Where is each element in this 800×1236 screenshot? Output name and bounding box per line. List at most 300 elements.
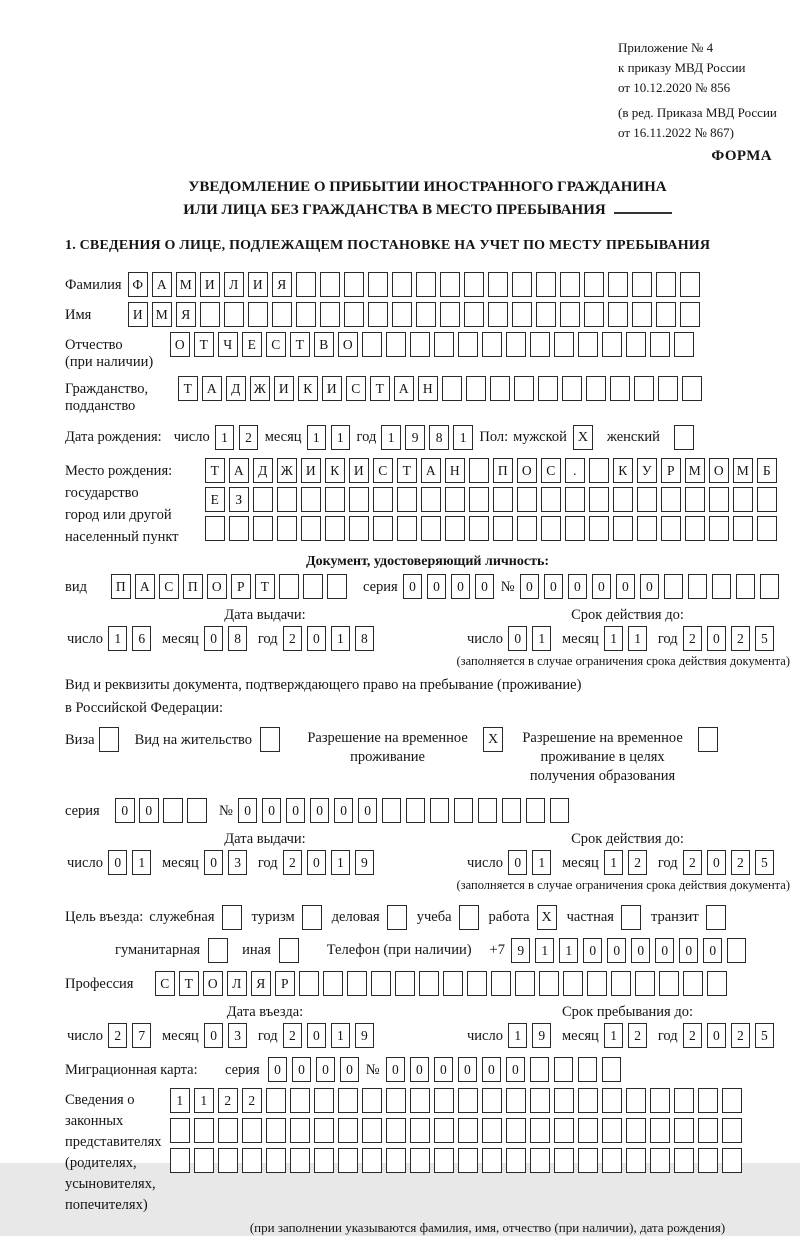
char-box[interactable] [727, 938, 747, 963]
char-box[interactable] [458, 332, 478, 357]
char-box[interactable] [440, 272, 460, 297]
char-box[interactable]: 2 [683, 850, 703, 875]
char-box[interactable]: 0 [139, 798, 159, 823]
char-box[interactable] [290, 1148, 310, 1173]
char-box[interactable]: 0 [307, 850, 327, 875]
migration-series-boxes[interactable] [268, 1057, 364, 1082]
char-box[interactable] [626, 332, 646, 357]
char-box[interactable] [757, 487, 777, 512]
char-box[interactable] [434, 1088, 454, 1113]
char-box[interactable]: 8 [429, 425, 449, 450]
profession-boxes[interactable] [155, 971, 731, 996]
char-box[interactable] [517, 487, 537, 512]
char-box[interactable] [392, 272, 412, 297]
checkbox-other[interactable] [279, 938, 299, 963]
char-box[interactable]: 5 [755, 1023, 775, 1048]
char-box[interactable] [458, 1088, 478, 1113]
char-box[interactable]: 0 [508, 626, 528, 651]
char-box[interactable] [685, 516, 705, 541]
char-box[interactable] [373, 487, 393, 512]
char-box[interactable] [589, 458, 609, 483]
char-box[interactable] [674, 1118, 694, 1143]
doc-series-boxes[interactable] [403, 574, 499, 599]
char-box[interactable] [514, 376, 534, 401]
char-box[interactable]: О [338, 332, 358, 357]
checkbox-business[interactable] [387, 905, 407, 930]
char-box[interactable] [578, 1148, 598, 1173]
char-box[interactable] [314, 1088, 334, 1113]
char-box[interactable]: 0 [508, 850, 528, 875]
char-box[interactable] [656, 302, 676, 327]
char-box[interactable]: Р [231, 574, 251, 599]
char-box[interactable] [650, 332, 670, 357]
char-box[interactable]: Е [242, 332, 262, 357]
char-box[interactable] [344, 272, 364, 297]
char-box[interactable]: И [200, 272, 220, 297]
char-box[interactable]: 0 [451, 574, 471, 599]
char-box[interactable]: 2 [683, 626, 703, 651]
char-box[interactable] [466, 376, 486, 401]
char-box[interactable]: 2 [628, 1023, 648, 1048]
char-box[interactable] [194, 1118, 214, 1143]
char-box[interactable]: 0 [475, 574, 495, 599]
char-box[interactable] [434, 1148, 454, 1173]
char-box[interactable]: 1 [132, 850, 152, 875]
char-box[interactable] [469, 487, 489, 512]
permit-issue-year-boxes[interactable] [283, 850, 379, 875]
char-box[interactable]: Ч [218, 332, 238, 357]
char-box[interactable]: 0 [268, 1057, 288, 1082]
citizenship-boxes[interactable] [178, 376, 706, 401]
char-box[interactable]: А [229, 458, 249, 483]
char-box[interactable] [608, 302, 628, 327]
char-box[interactable]: Ж [277, 458, 297, 483]
char-box[interactable]: 1 [170, 1088, 190, 1113]
char-box[interactable]: 1 [215, 425, 235, 450]
stay-day-boxes[interactable] [508, 1023, 556, 1048]
char-box[interactable]: 2 [683, 1023, 703, 1048]
char-box[interactable] [392, 302, 412, 327]
char-box[interactable] [445, 516, 465, 541]
char-box[interactable]: 0 [568, 574, 588, 599]
char-box[interactable]: И [349, 458, 369, 483]
char-box[interactable]: Т [290, 332, 310, 357]
char-box[interactable] [467, 971, 487, 996]
char-box[interactable] [517, 516, 537, 541]
char-box[interactable]: 0 [458, 1057, 478, 1082]
char-box[interactable] [613, 516, 633, 541]
checkbox-official[interactable] [222, 905, 242, 930]
entry-month-boxes[interactable] [204, 1023, 252, 1048]
char-box[interactable] [163, 798, 183, 823]
char-box[interactable]: С [373, 458, 393, 483]
char-box[interactable] [419, 971, 439, 996]
char-box[interactable] [170, 1148, 190, 1173]
checkbox-tourism[interactable] [302, 905, 322, 930]
char-box[interactable] [658, 376, 678, 401]
char-box[interactable]: Л [224, 272, 244, 297]
char-box[interactable] [536, 302, 556, 327]
char-box[interactable] [760, 574, 780, 599]
char-box[interactable]: 0 [262, 798, 282, 823]
char-box[interactable]: Е [205, 487, 225, 512]
char-box[interactable]: 9 [405, 425, 425, 450]
char-box[interactable] [218, 1118, 238, 1143]
char-box[interactable]: Я [251, 971, 271, 996]
char-box[interactable]: 0 [340, 1057, 360, 1082]
char-box[interactable] [674, 332, 694, 357]
guardians-boxes-row3[interactable] [170, 1148, 746, 1173]
char-box[interactable] [589, 487, 609, 512]
char-box[interactable] [560, 302, 580, 327]
char-box[interactable] [386, 332, 406, 357]
char-box[interactable]: 1 [331, 626, 351, 651]
char-box[interactable]: 3 [228, 850, 248, 875]
char-box[interactable] [562, 376, 582, 401]
char-box[interactable] [736, 574, 756, 599]
char-box[interactable] [650, 1118, 670, 1143]
char-box[interactable]: 0 [238, 798, 258, 823]
char-box[interactable] [266, 1088, 286, 1113]
char-box[interactable] [327, 574, 347, 599]
char-box[interactable] [464, 272, 484, 297]
char-box[interactable] [395, 971, 415, 996]
char-box[interactable]: А [394, 376, 414, 401]
char-box[interactable]: Т [179, 971, 199, 996]
char-box[interactable] [539, 971, 559, 996]
char-box[interactable] [303, 574, 323, 599]
char-box[interactable] [506, 1148, 526, 1173]
char-box[interactable]: П [111, 574, 131, 599]
char-box[interactable] [586, 376, 606, 401]
char-box[interactable] [602, 1118, 622, 1143]
char-box[interactable] [170, 1118, 190, 1143]
char-box[interactable] [698, 1088, 718, 1113]
char-box[interactable]: М [152, 302, 172, 327]
char-box[interactable] [610, 376, 630, 401]
char-box[interactable] [632, 302, 652, 327]
checkbox-humanitarian[interactable] [208, 938, 228, 963]
temp-residence-education-checkbox[interactable] [698, 727, 718, 752]
char-box[interactable] [482, 1088, 502, 1113]
char-box[interactable] [224, 302, 244, 327]
char-box[interactable] [277, 487, 297, 512]
char-box[interactable] [589, 516, 609, 541]
char-box[interactable]: П [183, 574, 203, 599]
char-box[interactable] [554, 1057, 574, 1082]
char-box[interactable] [410, 1148, 430, 1173]
char-box[interactable]: 0 [655, 938, 675, 963]
char-box[interactable] [338, 1088, 358, 1113]
char-box[interactable]: 2 [731, 1023, 751, 1048]
char-box[interactable]: И [128, 302, 148, 327]
char-box[interactable] [386, 1148, 406, 1173]
char-box[interactable] [685, 487, 705, 512]
char-box[interactable] [635, 971, 655, 996]
char-box[interactable] [512, 272, 532, 297]
char-box[interactable]: 0 [204, 1023, 224, 1048]
temp-residence-permit-checkbox[interactable]: X [483, 727, 503, 752]
char-box[interactable]: 9 [532, 1023, 552, 1048]
char-box[interactable] [229, 516, 249, 541]
char-box[interactable] [506, 332, 526, 357]
char-box[interactable]: 0 [640, 574, 660, 599]
char-box[interactable]: 2 [218, 1088, 238, 1113]
given-name-boxes[interactable] [128, 302, 704, 327]
char-box[interactable]: 0 [307, 626, 327, 651]
char-box[interactable] [314, 1118, 334, 1143]
char-box[interactable] [536, 272, 556, 297]
char-box[interactable] [530, 1057, 550, 1082]
issue-month-boxes[interactable] [204, 626, 252, 651]
birth-year-boxes[interactable] [381, 425, 477, 450]
char-box[interactable] [200, 302, 220, 327]
char-box[interactable]: Ж [250, 376, 270, 401]
stay-year-boxes[interactable] [683, 1023, 779, 1048]
char-box[interactable]: Ф [128, 272, 148, 297]
permit-valid-year-boxes[interactable] [683, 850, 779, 875]
guardians-boxes-row1[interactable] [170, 1088, 746, 1113]
char-box[interactable] [416, 302, 436, 327]
char-box[interactable] [362, 1088, 382, 1113]
char-box[interactable] [430, 798, 450, 823]
birth-place-boxes-row3[interactable] [205, 516, 781, 541]
char-box[interactable] [554, 1118, 574, 1143]
char-box[interactable]: Б [757, 458, 777, 483]
checkbox-study[interactable] [459, 905, 479, 930]
char-box[interactable] [488, 302, 508, 327]
char-box[interactable]: М [733, 458, 753, 483]
char-box[interactable]: 2 [108, 1023, 128, 1048]
char-box[interactable] [386, 1118, 406, 1143]
char-box[interactable] [602, 1148, 622, 1173]
char-box[interactable] [637, 516, 657, 541]
char-box[interactable] [397, 487, 417, 512]
char-box[interactable]: Л [227, 971, 247, 996]
char-box[interactable]: 0 [707, 626, 727, 651]
char-box[interactable] [362, 1118, 382, 1143]
char-box[interactable] [368, 272, 388, 297]
char-box[interactable] [526, 798, 546, 823]
char-box[interactable] [709, 487, 729, 512]
char-box[interactable]: Т [370, 376, 390, 401]
permit-valid-day-boxes[interactable] [508, 850, 556, 875]
char-box[interactable] [554, 332, 574, 357]
char-box[interactable]: 8 [228, 626, 248, 651]
char-box[interactable] [338, 1148, 358, 1173]
char-box[interactable]: А [421, 458, 441, 483]
char-box[interactable]: У [637, 458, 657, 483]
sex-male-checkbox[interactable]: X [573, 425, 593, 450]
char-box[interactable]: С [541, 458, 561, 483]
char-box[interactable] [253, 516, 273, 541]
char-box[interactable] [650, 1088, 670, 1113]
char-box[interactable] [554, 1088, 574, 1113]
char-box[interactable]: Т [194, 332, 214, 357]
char-box[interactable]: 8 [355, 626, 375, 651]
char-box[interactable] [493, 487, 513, 512]
char-box[interactable] [502, 798, 522, 823]
char-box[interactable] [584, 302, 604, 327]
residence-permit-checkbox[interactable] [260, 727, 280, 752]
char-box[interactable]: З [229, 487, 249, 512]
char-box[interactable] [277, 516, 297, 541]
char-box[interactable] [493, 516, 513, 541]
stay-month-boxes[interactable] [604, 1023, 652, 1048]
sex-female-checkbox[interactable] [674, 425, 694, 450]
char-box[interactable] [464, 302, 484, 327]
char-box[interactable] [613, 487, 633, 512]
char-box[interactable] [325, 516, 345, 541]
char-box[interactable] [722, 1088, 742, 1113]
char-box[interactable]: 0 [506, 1057, 526, 1082]
char-box[interactable]: 9 [355, 1023, 375, 1048]
char-box[interactable]: К [298, 376, 318, 401]
phone-boxes[interactable] [511, 938, 751, 963]
char-box[interactable]: М [176, 272, 196, 297]
checkbox-work[interactable]: X [537, 905, 557, 930]
char-box[interactable]: 0 [631, 938, 651, 963]
char-box[interactable]: 9 [511, 938, 531, 963]
char-box[interactable]: Д [226, 376, 246, 401]
char-box[interactable] [578, 1057, 598, 1082]
char-box[interactable] [637, 487, 657, 512]
char-box[interactable]: 0 [307, 1023, 327, 1048]
char-box[interactable] [371, 971, 391, 996]
char-box[interactable] [482, 1148, 502, 1173]
char-box[interactable] [242, 1118, 262, 1143]
char-box[interactable]: 0 [679, 938, 699, 963]
char-box[interactable] [279, 574, 299, 599]
char-box[interactable] [323, 971, 343, 996]
char-box[interactable] [338, 1118, 358, 1143]
char-box[interactable] [301, 487, 321, 512]
char-box[interactable]: О [203, 971, 223, 996]
char-box[interactable]: 5 [755, 850, 775, 875]
char-box[interactable] [205, 516, 225, 541]
char-box[interactable] [530, 1118, 550, 1143]
char-box[interactable] [680, 272, 700, 297]
char-box[interactable] [611, 971, 631, 996]
char-box[interactable]: О [170, 332, 190, 357]
char-box[interactable]: 1 [194, 1088, 214, 1113]
char-box[interactable]: 3 [228, 1023, 248, 1048]
char-box[interactable] [530, 1148, 550, 1173]
char-box[interactable] [266, 1148, 286, 1173]
permit-issue-month-boxes[interactable] [204, 850, 252, 875]
char-box[interactable]: А [152, 272, 172, 297]
char-box[interactable]: 0 [592, 574, 612, 599]
char-box[interactable]: 0 [403, 574, 423, 599]
char-box[interactable] [584, 272, 604, 297]
char-box[interactable] [458, 1148, 478, 1173]
char-box[interactable] [541, 487, 561, 512]
char-box[interactable]: 2 [628, 850, 648, 875]
char-box[interactable]: 0 [482, 1057, 502, 1082]
char-box[interactable] [602, 1088, 622, 1113]
char-box[interactable]: 2 [283, 1023, 303, 1048]
char-box[interactable] [290, 1118, 310, 1143]
char-box[interactable]: 1 [453, 425, 473, 450]
char-box[interactable]: 0 [108, 850, 128, 875]
doc-type-boxes[interactable] [111, 574, 351, 599]
char-box[interactable] [506, 1118, 526, 1143]
char-box[interactable] [578, 1118, 598, 1143]
char-box[interactable] [242, 1148, 262, 1173]
char-box[interactable]: 0 [544, 574, 564, 599]
char-box[interactable] [349, 516, 369, 541]
char-box[interactable]: 0 [386, 1057, 406, 1082]
char-box[interactable]: 0 [703, 938, 723, 963]
char-box[interactable]: 2 [731, 850, 751, 875]
char-box[interactable] [469, 458, 489, 483]
char-box[interactable]: . [565, 458, 585, 483]
char-box[interactable]: М [685, 458, 705, 483]
char-box[interactable] [272, 302, 292, 327]
char-box[interactable] [478, 798, 498, 823]
char-box[interactable]: 0 [434, 1057, 454, 1082]
char-box[interactable] [320, 272, 340, 297]
char-box[interactable] [512, 302, 532, 327]
char-box[interactable] [560, 272, 580, 297]
char-box[interactable] [314, 1148, 334, 1173]
char-box[interactable] [266, 1118, 286, 1143]
char-box[interactable]: 1 [331, 425, 351, 450]
char-box[interactable] [410, 332, 430, 357]
char-box[interactable]: 0 [292, 1057, 312, 1082]
char-box[interactable]: 1 [508, 1023, 528, 1048]
char-box[interactable]: С [155, 971, 175, 996]
char-box[interactable] [344, 302, 364, 327]
char-box[interactable]: 0 [204, 850, 224, 875]
char-box[interactable] [634, 376, 654, 401]
char-box[interactable] [538, 376, 558, 401]
char-box[interactable]: Т [205, 458, 225, 483]
birth-place-boxes-row1[interactable] [205, 458, 781, 483]
permit-series-boxes[interactable] [115, 798, 211, 823]
char-box[interactable]: 0 [310, 798, 330, 823]
char-box[interactable] [587, 971, 607, 996]
char-box[interactable]: 0 [520, 574, 540, 599]
char-box[interactable] [650, 1148, 670, 1173]
char-box[interactable] [443, 971, 463, 996]
char-box[interactable] [656, 272, 676, 297]
char-box[interactable] [349, 487, 369, 512]
char-box[interactable] [296, 302, 316, 327]
surname-boxes[interactable] [128, 272, 704, 297]
char-box[interactable] [440, 302, 460, 327]
char-box[interactable] [515, 971, 535, 996]
char-box[interactable] [578, 1088, 598, 1113]
valid-year-boxes[interactable] [683, 626, 779, 651]
char-box[interactable]: 1 [559, 938, 579, 963]
char-box[interactable] [410, 1088, 430, 1113]
char-box[interactable] [320, 302, 340, 327]
char-box[interactable]: И [301, 458, 321, 483]
char-box[interactable]: 1 [381, 425, 401, 450]
char-box[interactable]: И [322, 376, 342, 401]
char-box[interactable] [482, 332, 502, 357]
char-box[interactable] [490, 376, 510, 401]
char-box[interactable] [565, 516, 585, 541]
char-box[interactable]: 9 [355, 850, 375, 875]
char-box[interactable] [218, 1148, 238, 1173]
char-box[interactable] [416, 272, 436, 297]
char-box[interactable]: 1 [604, 626, 624, 651]
char-box[interactable] [674, 1148, 694, 1173]
char-box[interactable]: 5 [755, 626, 775, 651]
char-box[interactable]: 1 [628, 626, 648, 651]
